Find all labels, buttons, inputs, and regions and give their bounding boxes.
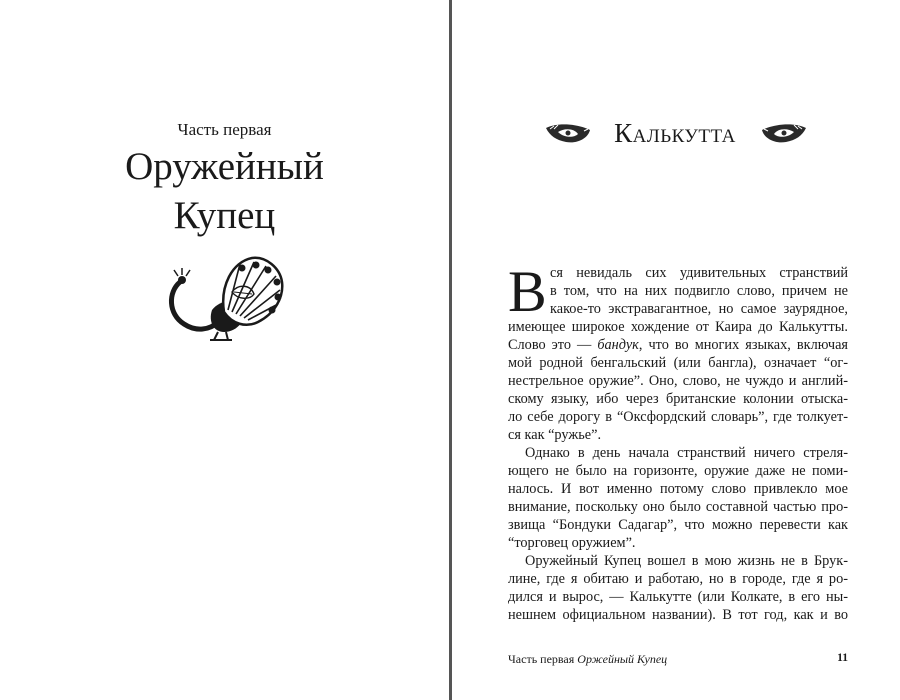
text-line: в том, что на них подвигло слово, причем не: [550, 283, 848, 299]
text-line: звища “Бондуки Садагар”, что можно перевести как: [508, 517, 848, 533]
wing-ornament-icon: [544, 120, 594, 146]
text-line: ло себе дорогу в “Оксфордский словарь”, где толкует-: [508, 409, 848, 425]
text-line: Однако в день начала странствий ничего стреля-: [525, 445, 848, 461]
part-title: [0, 142, 449, 240]
text-fragment: , что во многих языках, включая: [638, 337, 848, 353]
italic-word: бандук: [597, 337, 639, 353]
text-line: лине, где я обитаю и работаю, но в городе, где я ро-: [508, 571, 848, 587]
text-fragment: Слово это —: [508, 337, 598, 353]
drop-cap: В: [508, 259, 547, 324]
footer-title: [508, 652, 667, 667]
part-title-line-1: Оружейный: [125, 145, 324, 188]
text-line: мой родной бенгальский (или бангла), означает “ог-: [508, 355, 848, 371]
part-title-line-2: Купец: [173, 194, 276, 237]
text-line: нешнем официальном названии). В тот год, как и во: [508, 607, 848, 623]
text-line: Оружейный Купец вошел в мою жизнь не в Брук-: [525, 553, 848, 569]
text-line: ся как “ружье”.: [508, 427, 602, 443]
text-line: ющего не было на горизонте, оружие даже не поми-: [508, 463, 848, 479]
wing-ornament-icon: [758, 120, 808, 146]
text-line: имеющее широкое хождение от Каира до Калькутты.: [508, 319, 848, 335]
part-label: Часть первая: [177, 120, 272, 139]
chapter-heading: [452, 112, 900, 156]
text-line: дился и вырос, — Калькутте (или Колкате, в его ны-: [508, 589, 848, 605]
peacock-ornament-icon: [162, 252, 287, 342]
footer-part: Часть первая: [508, 652, 575, 666]
text-line: нестрельное оружие”. Оно, слово, не чуждо и англий-: [508, 373, 848, 389]
text-line: скому языку, ибо через британские колонии отыска-: [508, 391, 848, 407]
chapter-title: Калькутта: [614, 118, 736, 148]
page-number: 11: [837, 652, 848, 664]
text-line: какое-то экстравагантное, но самое заурядное,: [550, 301, 848, 317]
text-line: налось. И вот именно потому слово привлекло мое: [508, 481, 848, 497]
text-line: внимание, поскольку оно было составной частью про-: [508, 499, 848, 515]
left-page: [0, 0, 449, 700]
text-line: “торговец оружием”.: [508, 535, 636, 551]
right-page: [452, 0, 900, 700]
text-line: ся невидаль сих удивительных странствий: [550, 265, 848, 281]
footer-book-title: Оржейный Купец: [577, 652, 668, 666]
body-text: [508, 259, 848, 624]
text-line: [508, 336, 848, 354]
